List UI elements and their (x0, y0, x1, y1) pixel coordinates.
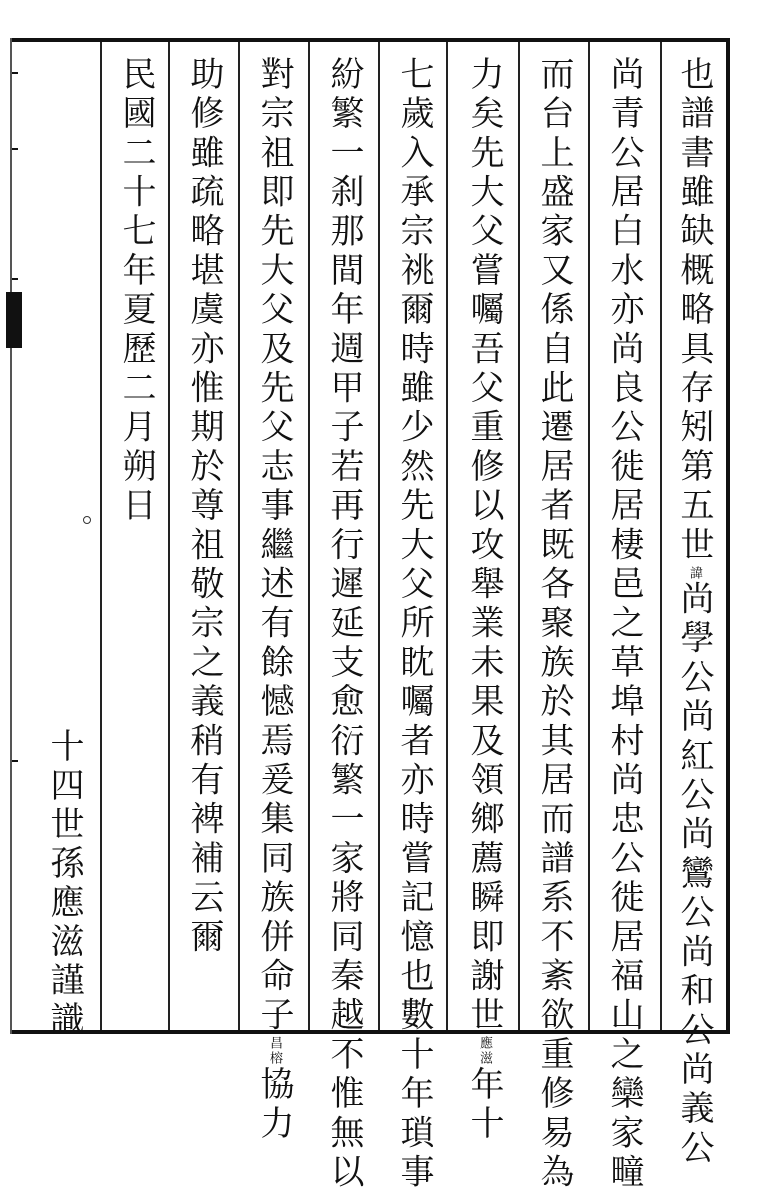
column-rule (100, 42, 102, 1030)
annotation-note: 昌榕 (267, 1036, 282, 1066)
text-column-8 (182, 56, 226, 1024)
text-column-1 (672, 56, 716, 1169)
binding-tick (12, 148, 18, 150)
column-text: 協力 (254, 1066, 294, 1145)
annotation-note: 應滋 (477, 1036, 492, 1066)
column-text: 也譜書雖缺概略具存矧第五世 (674, 56, 714, 566)
column-text: 紛繁一刹那間年週甲子若再行遲延支愈衍繁一家將同秦越不惟無以 (324, 56, 364, 1193)
column-rule (660, 42, 662, 1030)
column-rule (168, 42, 170, 1030)
signature: 十四世孫應滋謹識 (44, 728, 84, 1040)
binding-tick (12, 760, 18, 762)
text-column-2 (602, 56, 646, 1193)
column-rule (238, 42, 240, 1030)
column-text: 尚學公尚紅公尚鸞公尚和公尚義公 (674, 580, 714, 1169)
column-text: 尚青公居白水亦尚良公徙居棲邑之草埠村尚忠公徙居福山之欒家疃 (604, 56, 644, 1193)
column-rule (308, 42, 310, 1030)
column-text: 對宗祖即先大父及先父志事繼述有餘憾焉爰集同族併命子 (254, 56, 294, 1036)
text-column-6 (322, 56, 366, 1193)
date-text: 民國二十七年夏歷二月朔日 (116, 56, 156, 527)
text-column-4 (462, 56, 506, 1145)
column-rule (518, 42, 520, 1030)
ink-dot (83, 516, 91, 524)
binding-tick (12, 278, 18, 280)
text-column-5 (392, 56, 436, 1193)
text-column-7 (252, 56, 296, 1145)
column-text: 七歲入承宗祧爾時雖少然先大父所眈囑者亦時嘗記憶也數十年瑣事 (394, 56, 434, 1193)
annotation-note: 諱 (687, 565, 702, 581)
column-text: 助修雖疏略堪虞亦惟期於尊祖敬宗之義稍有裨補云爾 (184, 56, 224, 958)
column-text: 而台上盛家又係自此遷居者既各聚族於其居而譜系不紊欲重修易為 (534, 56, 574, 1193)
binding-mark (6, 292, 22, 348)
column-rule (588, 42, 590, 1030)
column-rule (446, 42, 448, 1030)
column-text: 力矣先大父嘗囑吾父重修以攻舉業未果及領鄉薦瞬即謝世 (464, 56, 504, 1036)
binding-tick (12, 72, 18, 74)
column-rule (378, 42, 380, 1030)
column-text: 年十 (464, 1066, 504, 1145)
text-column-3 (532, 56, 576, 1193)
date-column (114, 56, 158, 1024)
frame-left-rule (10, 38, 12, 1034)
